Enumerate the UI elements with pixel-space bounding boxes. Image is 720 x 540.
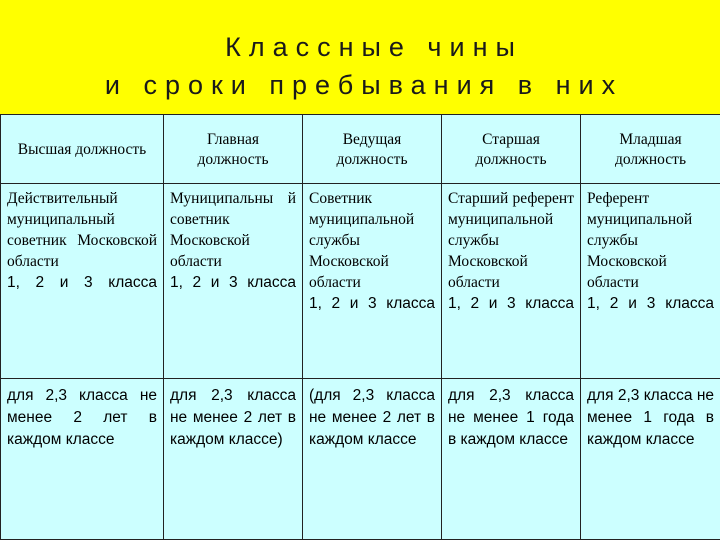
title-banner — [0, 0, 720, 114]
term-cell-leading: (для 2,3 класса не менее 2 лет в каждом классе — [303, 379, 442, 540]
rank-classes: 1, 2 и 3 класса — [7, 274, 157, 291]
rank-cell-highest — [1, 184, 164, 379]
header-senior-position: Старшая должность — [442, 115, 581, 184]
header-leading-position: Ведущая должность — [303, 115, 442, 184]
term-cell-senior: для 2,3 класса не менее 1 года в каждом классе — [442, 379, 581, 540]
rank-classes: 1, 2 и 3 класса — [170, 274, 296, 291]
header-row — [1, 115, 720, 184]
term-cell-highest: для 2,3 класса не менее 2 лет в каждом классе — [1, 379, 164, 540]
term-cell-junior: для 2,3 класса не менее 1 года в каждом классе — [581, 379, 720, 540]
rank-title: Референт муниципальной службы Московской области — [587, 190, 693, 291]
rank-cell-leading — [303, 184, 442, 379]
rank-cell-senior — [442, 184, 581, 379]
page-title-line-2: и сроки пребывания в них — [104, 70, 624, 100]
rank-cell-chief — [164, 184, 303, 379]
ranks-row — [1, 184, 720, 379]
header-junior-position: Младшая должность — [581, 115, 720, 184]
terms-row — [1, 379, 720, 540]
header-highest-position: Высшая должность — [1, 115, 164, 184]
rank-classes: 1, 2 и 3 класса — [587, 295, 714, 312]
rank-title: Действительный муниципальный советник Московской области — [7, 190, 157, 270]
ranks-table — [0, 114, 720, 540]
rank-cell-junior — [581, 184, 720, 379]
rank-title: Муниципальны й советник Московской области — [170, 190, 296, 270]
term-cell-chief: для 2,3 класса не менее 2 лет в каждом классе) — [164, 379, 303, 540]
rank-title: Советник муниципальной службы Московской области — [309, 190, 415, 291]
rank-classes: 1, 2 и 3 класса — [448, 295, 574, 312]
rank-classes: 1, 2 и 3 класса — [309, 295, 435, 312]
page-title-line-1: Классные чины — [225, 32, 523, 62]
header-chief-position: Главная должность — [164, 115, 303, 184]
rank-title: Старший референт муниципальной службы Московской области — [448, 190, 574, 291]
